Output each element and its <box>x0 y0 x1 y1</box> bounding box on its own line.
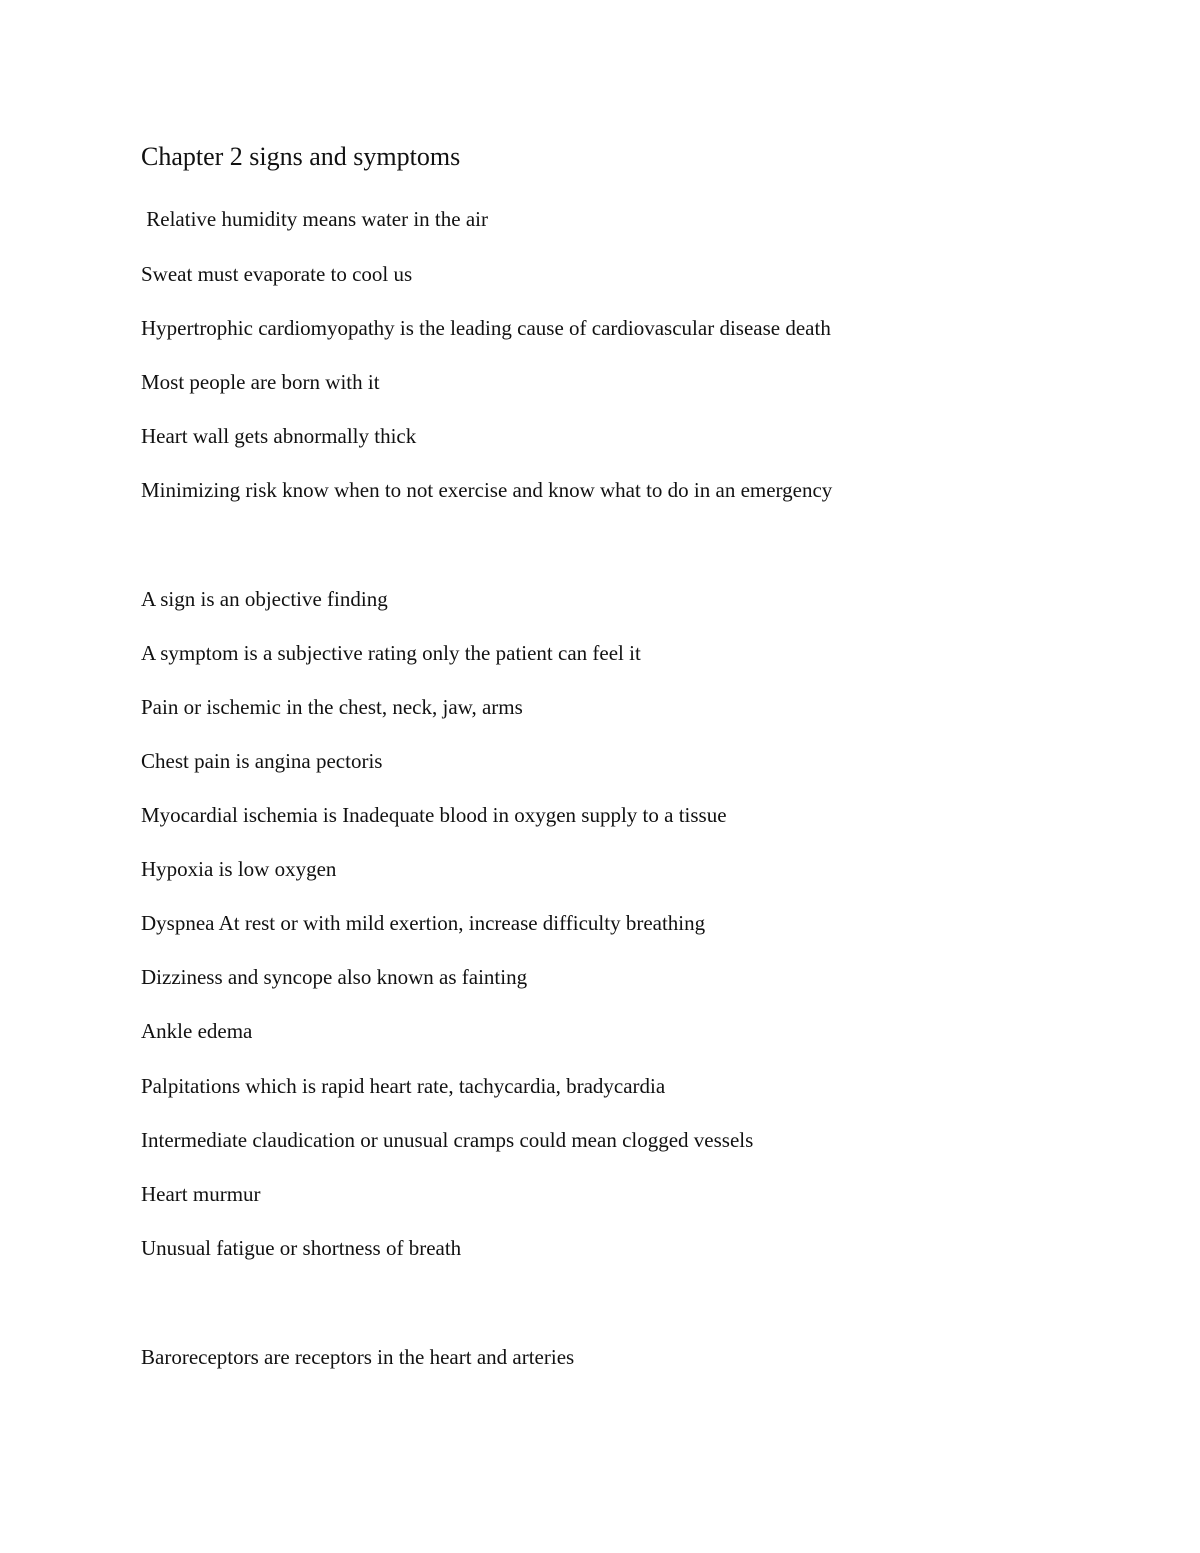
note-line: Relative humidity means water in the air <box>141 207 488 231</box>
note-line: Intermediate claudication or unusual cramps could mean clogged vessels <box>141 1128 754 1152</box>
note-line: Palpitations which is rapid heart rate, tachycardia, bradycardia <box>141 1074 666 1098</box>
note-line: Dyspnea At rest or with mild exertion, increase difficulty breathing <box>141 911 706 935</box>
note-line: Minimizing risk know when to not exercise and know what to do in an emergency <box>141 478 833 502</box>
note-line: Pain or ischemic in the chest, neck, jaw, arms <box>141 695 523 719</box>
note-line: Baroreceptors are receptors in the heart and arteries <box>141 1345 575 1369</box>
note-line: Heart wall gets abnormally thick <box>141 424 417 448</box>
note-line: A sign is an objective finding <box>141 587 388 611</box>
note-line: Hypertrophic cardiomyopathy is the leading cause of cardiovascular disease death <box>141 316 831 340</box>
note-line: A symptom is a subjective rating only the patient can feel it <box>141 641 641 665</box>
note-line: Sweat must evaporate to cool us <box>141 262 413 286</box>
note-line: Chest pain is angina pectoris <box>141 749 383 773</box>
note-line: Unusual fatigue or shortness of breath <box>141 1236 462 1260</box>
note-line: Myocardial ischemia is Inadequate blood in oxygen supply to a tissue <box>141 803 727 827</box>
note-line: Hypoxia is low oxygen <box>141 857 337 881</box>
note-line: Dizziness and syncope also known as fainting <box>141 965 528 989</box>
note-line: Most people are born with it <box>141 370 380 394</box>
note-line: Heart murmur <box>141 1182 261 1206</box>
note-line: Ankle edema <box>141 1019 253 1043</box>
document-title: Chapter 2 signs and symptoms <box>141 142 461 171</box>
